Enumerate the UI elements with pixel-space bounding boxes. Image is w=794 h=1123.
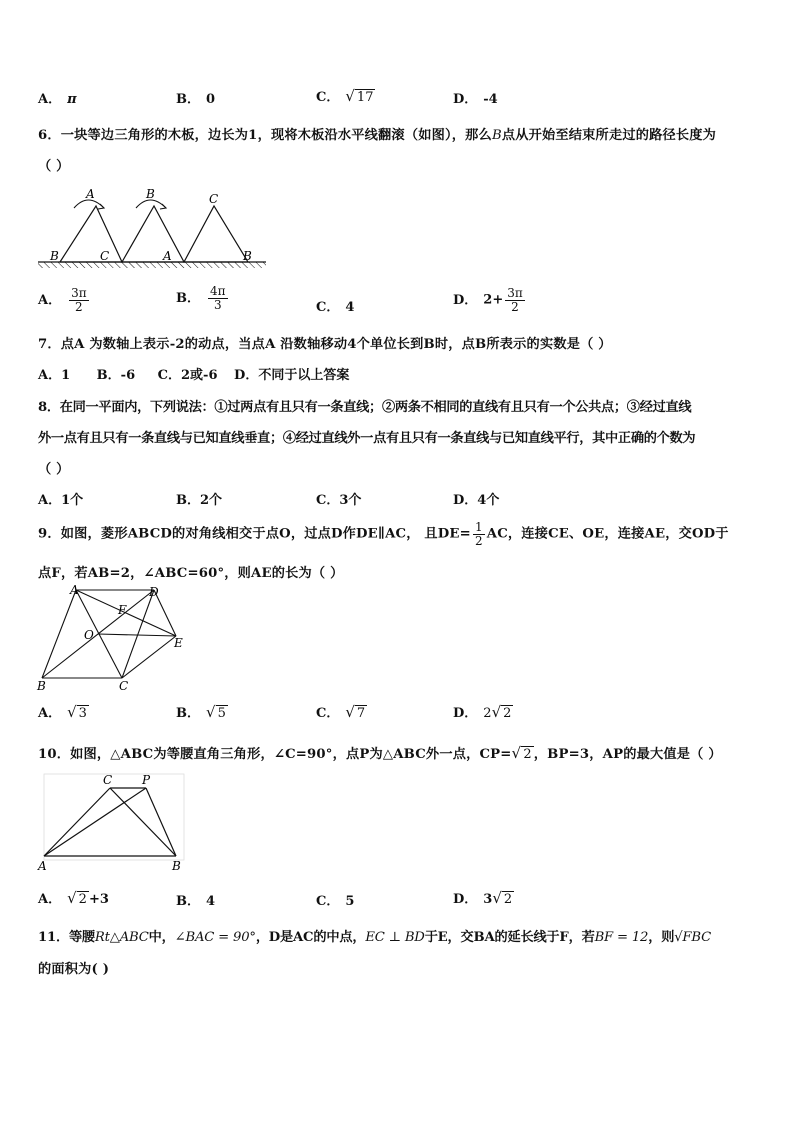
q10-text-2: ，BP=3，AP的最大值是（ ）: [533, 747, 722, 762]
sqrt-expression: √ 3: [67, 703, 87, 722]
sqrt-expression: √ 5: [206, 703, 226, 722]
roll-arrow-1: [74, 200, 104, 208]
fig-label: A: [86, 187, 95, 201]
sqrt-expression: √ 7: [345, 703, 366, 722]
option-label: B．: [176, 290, 200, 306]
option-label: D．: [453, 706, 478, 721]
triangle-1: [60, 206, 122, 262]
radicand: 2: [503, 892, 513, 908]
option-value: -4: [483, 92, 498, 107]
q6-option-b: [176, 285, 230, 311]
fig-label: B: [172, 859, 181, 873]
q6-option-c: [316, 296, 354, 315]
option-value: 4个: [477, 493, 500, 508]
option-label: A．: [38, 292, 62, 308]
option-value: 2个: [200, 493, 223, 508]
q11-line2: 的面积为( ): [38, 962, 110, 977]
q10-option-c: [316, 890, 354, 909]
q9-text: 9．如图，菱形ABCD的对角线相交于点O，过点D作DE∥AC， 且DE=: [38, 526, 471, 542]
fig-label: A: [163, 249, 172, 263]
option-value: 3个: [339, 493, 362, 508]
q10-stem: [38, 743, 722, 763]
q6-stem-text-2: 点从开始至结束所走过的路径长度为: [501, 128, 717, 143]
roll-arrow-2: [136, 200, 166, 208]
option-label: C．: [316, 90, 340, 105]
option-label: C．: [316, 493, 340, 508]
coefficient: 2: [483, 706, 492, 721]
q8-option-d: [453, 489, 499, 508]
q10-text: 10．如图，△ABC为等腰直角三角形，∠C=90°，点P为△ABC外一点，CP=: [38, 747, 512, 762]
fraction: [208, 285, 228, 311]
numerator: 4π: [210, 284, 226, 298]
fig-label: O: [84, 628, 94, 642]
fig-label: C: [209, 192, 219, 206]
option-value: 1个: [61, 493, 84, 508]
q11-text: ，则: [648, 930, 675, 945]
q11-text: 于E，交BA的延长线于F，若: [424, 930, 595, 945]
q10-option-b: [176, 890, 215, 909]
fig-label: D: [149, 585, 159, 599]
q7-stem: 7．点A 为数轴上表示-2的动点，当点A 沿数轴移动4个单位长到B时，点B所表示的实数是（ ）: [38, 337, 612, 352]
option-label: B．: [176, 706, 200, 721]
q11-text: 11．等腰: [38, 930, 95, 945]
fig-label: E: [174, 636, 183, 650]
q6-stem-var: B: [491, 128, 502, 143]
segment-ac: [44, 788, 110, 856]
sqrt-expression: √ 17: [345, 87, 374, 106]
fig-label: B: [37, 679, 46, 692]
option-label: C．: [157, 368, 182, 383]
segment-cb: [110, 788, 176, 856]
radicand: 3: [78, 706, 87, 722]
option-label: D．: [453, 92, 478, 107]
option-label: D．: [453, 892, 478, 907]
triangle-3: [184, 206, 248, 262]
option-prefix: 2+: [483, 292, 504, 308]
q8-line1: 8．在同一平面内，下列说法：①过两点有且只有一条直线；②两条不相同的直线有且只有一个公共点；③经过直线: [38, 400, 692, 415]
fig-label: P: [142, 773, 151, 787]
option-label: D．: [453, 493, 478, 508]
option-label: C．: [316, 706, 340, 721]
option-label: D．: [234, 368, 259, 383]
segment-pb: [146, 788, 176, 856]
q6-option-d: [453, 287, 527, 313]
option-label: B．: [176, 894, 200, 909]
option-label: C．: [316, 894, 340, 909]
q10-option-d: [453, 888, 514, 908]
triangle-2: [122, 206, 184, 262]
q6-stem-line2: （ ）: [38, 159, 70, 174]
sqrt-expression: √ 2: [492, 889, 513, 908]
fig-label: C: [103, 773, 113, 787]
q8-option-a: [38, 489, 83, 508]
arrow-head-1: [98, 204, 104, 209]
q11-math: ∠BAC = 90°: [174, 930, 256, 945]
q5-option-c: [316, 86, 375, 106]
q9-line2: 点F，若AB=2，∠ABC=60°，则AE的长为（ ）: [38, 566, 344, 581]
option-label: D．: [453, 292, 478, 308]
option-value: 4: [345, 300, 355, 315]
radicand: 17: [356, 90, 374, 106]
sqrt-expression: √ 2: [511, 744, 532, 763]
q8-option-b: [176, 489, 222, 508]
q5-option-b: [176, 88, 215, 107]
figure-frame: [44, 774, 184, 860]
option-value: 5: [345, 894, 355, 909]
q10-option-a: [38, 888, 109, 908]
option-label: B．: [176, 493, 200, 508]
option-value: π: [67, 92, 77, 107]
option-value: 2或-6: [181, 368, 218, 383]
q11-line1: [38, 926, 711, 945]
q5-option-a: [38, 88, 77, 107]
option-label: C．: [316, 300, 340, 315]
q9-option-d: [453, 702, 513, 722]
option-value: 4: [206, 894, 216, 909]
option-label: A．: [38, 493, 62, 508]
option-value: 不同于以上答案: [258, 368, 350, 383]
fig-label: A: [38, 859, 47, 873]
denominator: 2: [75, 299, 83, 314]
option-label: A．: [38, 706, 62, 721]
radicand: 2: [503, 706, 512, 722]
q9-text-2: AC，连接CE、OE，连接AE，交OD于: [486, 526, 729, 542]
option-label: B．: [176, 92, 200, 107]
q8-line3: （ ）: [38, 462, 70, 477]
q8-option-c: [316, 489, 361, 508]
option-value: 0: [206, 92, 216, 107]
denominator: 2: [474, 533, 483, 548]
q9-line1: [38, 521, 729, 547]
q5-option-d: [453, 88, 498, 107]
q9-option-c: [316, 702, 367, 722]
fig-label: B: [146, 187, 155, 201]
q6-stem: [38, 124, 716, 143]
denominator: 3: [213, 297, 222, 312]
q11-math: Rt△ABC: [94, 930, 149, 945]
q11-math: BF = 12: [594, 930, 649, 945]
radicand: 7: [356, 706, 366, 722]
coefficient: 3: [483, 892, 493, 907]
radicand: 2: [523, 747, 532, 763]
fig-label: A: [70, 584, 79, 597]
fig-label: C: [100, 249, 110, 263]
q9-option-b: [176, 702, 228, 722]
denominator: 2: [511, 299, 519, 314]
option-label: A．: [38, 368, 62, 383]
q11-text: 中，: [148, 930, 175, 945]
fig-label: B: [243, 249, 252, 263]
q10-figure: [36, 770, 188, 874]
radicand: 2: [78, 892, 87, 908]
fraction: [505, 287, 525, 313]
q9-figure: [36, 584, 186, 692]
q11-math: EC ⊥ BD: [365, 930, 425, 945]
option-label: B．: [96, 368, 121, 383]
option-value: 1: [61, 368, 71, 383]
numerator: 3π: [71, 286, 87, 300]
q6-figure: [36, 184, 268, 270]
sqrt-expression: √ 2: [67, 889, 87, 908]
q11-math: √FBC: [674, 930, 711, 945]
q6-option-a: [38, 287, 91, 313]
ground-hatch: [38, 262, 266, 268]
fig-label: C: [119, 679, 129, 692]
sqrt-expression: √ 2: [491, 703, 512, 722]
fraction: [69, 287, 89, 313]
option-label: A．: [38, 92, 62, 107]
q8-line2: 外一点有且只有一条直线与已知直线垂直；④经过直线外一点有且只有一条直线与已知直线平行，其中正确的个数为: [38, 431, 696, 446]
q7-options: [38, 364, 349, 383]
radicand: 5: [217, 706, 226, 722]
q11-text: ，D是AC的中点，: [255, 930, 366, 945]
segment-ap: [44, 788, 146, 856]
numerator: 3π: [507, 286, 523, 300]
numerator: 1: [474, 520, 483, 534]
fig-label: F: [118, 603, 127, 617]
fraction: [473, 521, 485, 547]
option-label: A．: [38, 892, 62, 907]
fig-label: B: [50, 249, 59, 263]
option-value: -6: [120, 368, 136, 383]
option-suffix: +3: [88, 892, 109, 907]
q6-stem-text: 6．一块等边三角形的木板，边长为1，现将木板沿水平线翻滚（如图），那么: [38, 128, 492, 143]
q9-option-a: [38, 702, 89, 722]
arrow-head-2: [160, 204, 166, 209]
